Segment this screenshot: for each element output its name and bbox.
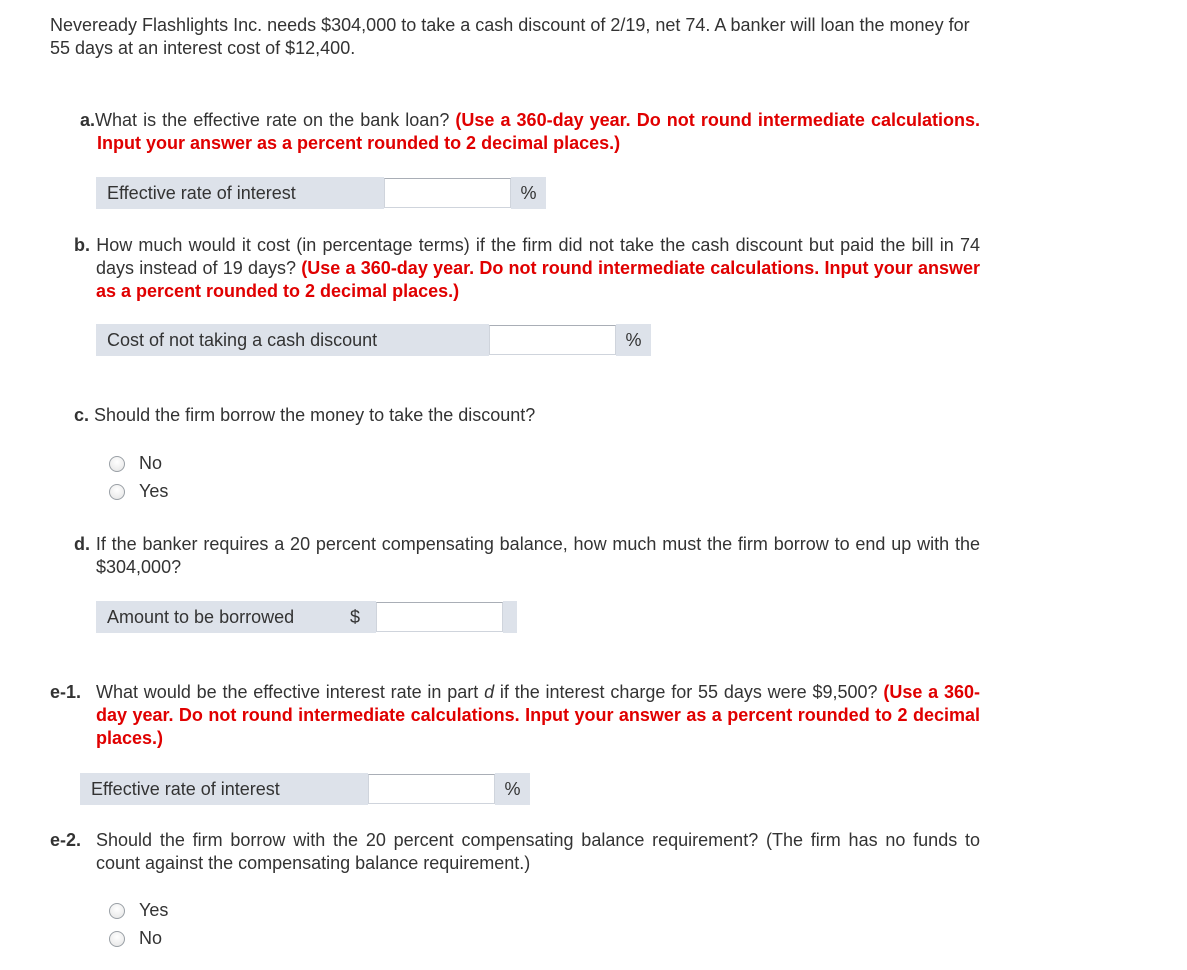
radio-option-label: Yes bbox=[139, 481, 169, 501]
answer-row-b bbox=[96, 324, 651, 356]
radio-button[interactable] bbox=[109, 484, 125, 500]
radio-button[interactable] bbox=[109, 931, 125, 947]
question-c-text: Should the firm borrow the money to take the discount? bbox=[94, 405, 536, 425]
question-e1-text-after: if the interest charge for 55 days were $9,500? bbox=[499, 682, 878, 702]
radio-button[interactable] bbox=[109, 456, 125, 472]
radio-option-label: No bbox=[139, 453, 163, 473]
answer-row-d bbox=[96, 601, 517, 633]
question-d-label: d. bbox=[74, 534, 90, 554]
question-e2-text: Should the firm borrow with the 20 percent compensating balance requirement? (The firm has no funds to count against the compensating balance requirement.) bbox=[96, 830, 980, 873]
question-e2-label: e-2. bbox=[50, 830, 82, 850]
radio-option-label: Yes bbox=[139, 900, 169, 920]
question-e1-instruction: (Use a 360-day year. Do not round intermediate calculations. Input your answer as a percent rounded to 2 decimal places.) bbox=[96, 682, 980, 748]
question-e1-part-ref: d bbox=[484, 682, 495, 702]
currency-symbol-d: $ bbox=[334, 601, 376, 633]
question-a bbox=[80, 109, 980, 155]
effective-rate-input-e1[interactable] bbox=[368, 774, 495, 804]
question-e1 bbox=[50, 681, 980, 750]
question-b-instruction: (Use a 360-day year. Do not round intermediate calculations. Input your answer as a percent rounded to 2 decimal places.) bbox=[96, 258, 980, 301]
question-c-label: c. bbox=[74, 405, 90, 425]
question-c bbox=[74, 404, 980, 427]
input-cell-d bbox=[376, 601, 503, 633]
radio-option-c-no[interactable] bbox=[109, 453, 162, 474]
field-label-b: Cost of not taking a cash discount bbox=[96, 324, 489, 356]
question-d-text: If the banker requires a 20 percent compensating balance, how much must the firm borrow to end up with the $304,000? bbox=[95, 534, 980, 577]
question-a-label: a. bbox=[80, 110, 96, 130]
effective-rate-input-a[interactable] bbox=[384, 178, 511, 208]
field-label-e1: Effective rate of interest bbox=[80, 773, 368, 805]
question-b bbox=[74, 234, 980, 303]
question-e2 bbox=[50, 829, 980, 875]
field-label-a: Effective rate of interest bbox=[96, 177, 384, 209]
cost-not-taking-discount-input[interactable] bbox=[489, 325, 616, 355]
problem-statement: Neveready Flashlights Inc. needs $304,000 to take a cash discount of 2/19, net 74. A banker will loan the money for 55 days at an interest cost of $12,400. bbox=[50, 15, 970, 58]
row-end-d bbox=[503, 601, 517, 633]
input-cell-a bbox=[384, 177, 511, 209]
question-b-label: b. bbox=[74, 235, 90, 255]
answer-row-a bbox=[96, 177, 546, 209]
answer-row-e1 bbox=[80, 773, 530, 805]
question-a-instruction: (Use a 360-day year. Do not round intermediate calculations. Input your answer as a percent rounded to 2 decimal places.) bbox=[97, 110, 980, 153]
radio-button[interactable] bbox=[109, 903, 125, 919]
question-d bbox=[74, 533, 980, 579]
question-e1-label: e-1. bbox=[50, 682, 82, 702]
percent-unit-a: % bbox=[511, 177, 546, 209]
input-cell-b bbox=[489, 324, 616, 356]
field-label-d: Amount to be borrowed bbox=[96, 601, 334, 633]
question-a-text: What is the effective rate on the bank loan? bbox=[95, 110, 450, 130]
percent-unit-e1: % bbox=[495, 773, 530, 805]
question-e1-text-before: What would be the effective interest rate in part bbox=[96, 682, 479, 702]
radio-option-e2-no[interactable] bbox=[109, 928, 162, 949]
amount-borrowed-input[interactable] bbox=[376, 602, 503, 632]
question-b-text: How much would it cost (in percentage terms) if the firm did not take the cash discount but paid the bill in 74 days instead of 19 days? bbox=[96, 235, 980, 278]
percent-unit-b: % bbox=[616, 324, 651, 356]
radio-option-c-yes[interactable] bbox=[109, 481, 168, 502]
radio-option-e2-yes[interactable] bbox=[109, 900, 168, 921]
input-cell-e1 bbox=[368, 773, 495, 805]
radio-option-label: No bbox=[139, 928, 163, 948]
